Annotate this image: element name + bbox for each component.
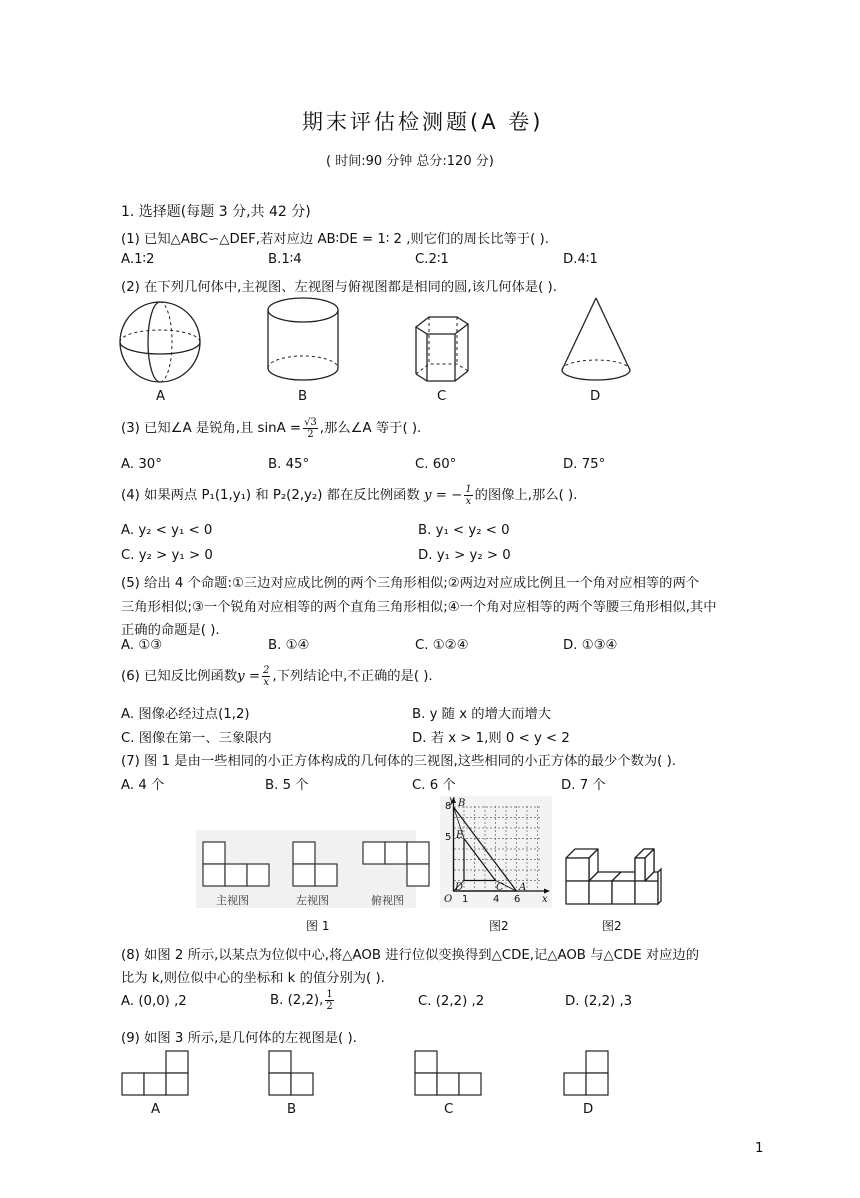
question-2-stem: (2) 在下列几何体中,主视图、左视图与俯视图都是相同的圆,该几何体是( ).	[121, 280, 557, 295]
function-lhs: y =	[237, 669, 261, 684]
question-7-option-c: C. 6 个	[412, 778, 456, 793]
question-4-option-c: C. y₂ > y₁ > 0	[121, 548, 213, 563]
question-5-line-3: 正确的命题是( ).	[121, 623, 220, 638]
question-6-option-c: C. 图像在第一、三象限内	[121, 731, 272, 746]
hexagonal-prism-figure	[413, 314, 471, 384]
question-4-option-b: B. y₁ < y₂ < 0	[418, 523, 510, 538]
question-9-label-c: C	[444, 1102, 454, 1117]
fraction-denominator: x	[465, 495, 472, 507]
question-9-label-a: A	[151, 1102, 161, 1117]
graph-point-a: A	[519, 882, 527, 893]
question-2-label-c: C	[437, 389, 447, 404]
question-1-option-c: C.2∶1	[415, 252, 449, 267]
section-heading: 1. 选择题(每题 3 分,共 42 分)	[121, 204, 311, 220]
graph-y-tick-5: 5	[445, 832, 452, 843]
question-4-option-d: D. y₁ > y₂ > 0	[418, 548, 511, 563]
option-b-view-figure	[267, 1050, 317, 1098]
question-5-line-2: 三角形相似;③一个锐角对应相等的两个直角三角形相似;④一个角对应相等的两个等腰三角形相似,其中	[121, 600, 717, 615]
question-1-option-a: A.1∶2	[121, 252, 155, 267]
fraction-denominator: 2	[326, 1000, 333, 1012]
question-8-line-2: 比为 k,则位似中心的坐标和 k 的值分别为( ).	[121, 971, 385, 986]
question-9-stem: (9) 如图 3 所示,是几何体的左视图是( ).	[121, 1031, 357, 1046]
graph-y-tick-8: 8	[445, 801, 452, 812]
question-4-stem	[121, 481, 577, 511]
question-8-option-b-text: B. (2,2),	[270, 993, 324, 1008]
graph-point-e: E	[456, 830, 464, 841]
question-3-option-b: B. 45°	[268, 457, 310, 472]
two-over-x-fraction	[262, 665, 270, 688]
graph-x-tick-4: 4	[493, 894, 500, 905]
option-c-view-figure	[413, 1050, 485, 1098]
fraction-numerator: 2	[263, 664, 270, 676]
question-1-option-b: B.1∶4	[268, 252, 302, 267]
one-over-x-fraction	[464, 484, 472, 507]
question-9-label-d: D	[583, 1102, 594, 1117]
page-title: 期末评估检测题(A 卷)	[302, 110, 544, 134]
question-5-option-c: C. ①②④	[415, 638, 469, 653]
graph-origin-label: O	[444, 894, 453, 905]
sqrt3-over-2-fraction	[303, 417, 318, 440]
graph-point-b: B	[458, 798, 466, 809]
question-1-option-d: D.4∶1	[563, 252, 598, 267]
fraction-numerator: √3	[304, 416, 317, 428]
question-8-line-1: (8) 如图 2 所示,以某点为位似中心,将△AOB 进行位似变换得到△CDE,记△AOB 与△CDE 对应边的	[121, 948, 700, 963]
sphere-figure	[118, 300, 202, 386]
question-8-option-d: D. (2,2) ,3	[565, 994, 633, 1009]
question-6-stem	[121, 662, 433, 692]
question-6-stem-text: (6) 已知反比例函数	[121, 669, 238, 684]
question-6-option-b: B. y 随 x 的增大而增大	[412, 707, 552, 722]
question-7-option-a: A. 4 个	[121, 778, 165, 793]
figure-1-caption: 图 1	[306, 919, 330, 933]
graph-x-tick-6: 6	[514, 894, 521, 905]
question-8-option-a: A. (0,0) ,2	[121, 994, 187, 1009]
question-6-stem-tail: ,下列结论中,不正确的是( ).	[272, 669, 433, 684]
graph-point-c: C	[496, 882, 504, 893]
side-view-figure	[292, 841, 340, 889]
question-7-stem: (7) 图 1 是由一些相同的小正方体构成的几何体的三视图,这些相同的小正方体的最少个数为( ).	[121, 754, 677, 769]
function-lhs: y = −	[424, 488, 463, 503]
question-4-stem-tail: 的图像上,那么( ).	[474, 488, 578, 503]
question-6-option-a: A. 图像必经过点(1,2)	[121, 707, 250, 722]
question-4-stem-text: (4) 如果两点 P₁(1,y₁) 和 P₂(2,y₂) 都在反比例函数	[121, 488, 420, 503]
page-number: 1	[755, 1141, 764, 1156]
question-5-option-d: D. ①③④	[563, 638, 618, 653]
fraction-denominator: 2	[307, 428, 314, 440]
cylinder-figure	[266, 296, 340, 384]
question-7-option-b: B. 5 个	[265, 778, 309, 793]
question-4-option-a: A. y₂ < y₁ < 0	[121, 523, 213, 538]
question-9-label-b: B	[287, 1102, 297, 1117]
question-2-label-b: B	[298, 389, 308, 404]
question-2-label-d: D	[590, 389, 601, 404]
top-view-figure	[362, 841, 432, 889]
question-1-stem: (1) 已知△ABC∽△DEF,若对应边 AB∶DE = 1∶ 2 ,则它们的周长比等于( ).	[121, 232, 549, 247]
question-3-stem	[121, 414, 421, 444]
question-5-option-a: A. ①③	[121, 638, 163, 653]
one-half-fraction	[325, 989, 333, 1012]
front-view-figure	[202, 841, 272, 889]
question-3-option-c: C. 60°	[415, 457, 457, 472]
page-subtitle: ( 时间:90 分钟 总分:120 分)	[326, 154, 494, 169]
question-5-option-b: B. ①④	[268, 638, 310, 653]
side-view-label: 左视图	[296, 894, 329, 907]
question-5-line-1: (5) 给出 4 个命题:①三边对应成比例的两个三角形相似;②两边对应成比例且一个角对应相等的两个	[121, 576, 700, 591]
question-7-option-d: D. 7 个	[561, 778, 606, 793]
question-3-option-a: A. 30°	[121, 457, 162, 472]
graph-x-axis-letter: x	[542, 894, 548, 905]
top-view-label: 俯视图	[371, 894, 404, 907]
figure-2-caption: 图2	[489, 919, 509, 933]
question-6-option-d: D. 若 x > 1,则 0 < y < 2	[412, 731, 570, 746]
graph-y-axis-letter: y	[449, 795, 455, 806]
cone-figure	[560, 296, 632, 384]
fraction-denominator: x	[263, 676, 270, 688]
question-3-stem-tail: ,那么∠A 等于( ).	[319, 421, 422, 436]
option-d-view-figure	[562, 1050, 612, 1098]
fraction-numerator: 1	[326, 988, 333, 1000]
question-2-label-a: A	[156, 389, 166, 404]
figure-3-caption: 图2	[602, 919, 622, 933]
graph-point-d: D	[455, 882, 464, 893]
cube-stack-figure	[562, 846, 662, 912]
question-3-option-d: D. 75°	[563, 457, 606, 472]
graph-x-tick-1: 1	[462, 894, 469, 905]
front-view-label: 主视图	[216, 894, 249, 907]
fraction-numerator: 1	[465, 483, 472, 495]
option-a-view-figure	[120, 1050, 192, 1098]
question-3-stem-text: (3) 已知∠A 是锐角,且 sinA =	[121, 421, 302, 436]
question-8-option-c: C. (2,2) ,2	[418, 994, 485, 1009]
question-8-option-b	[270, 986, 336, 1016]
